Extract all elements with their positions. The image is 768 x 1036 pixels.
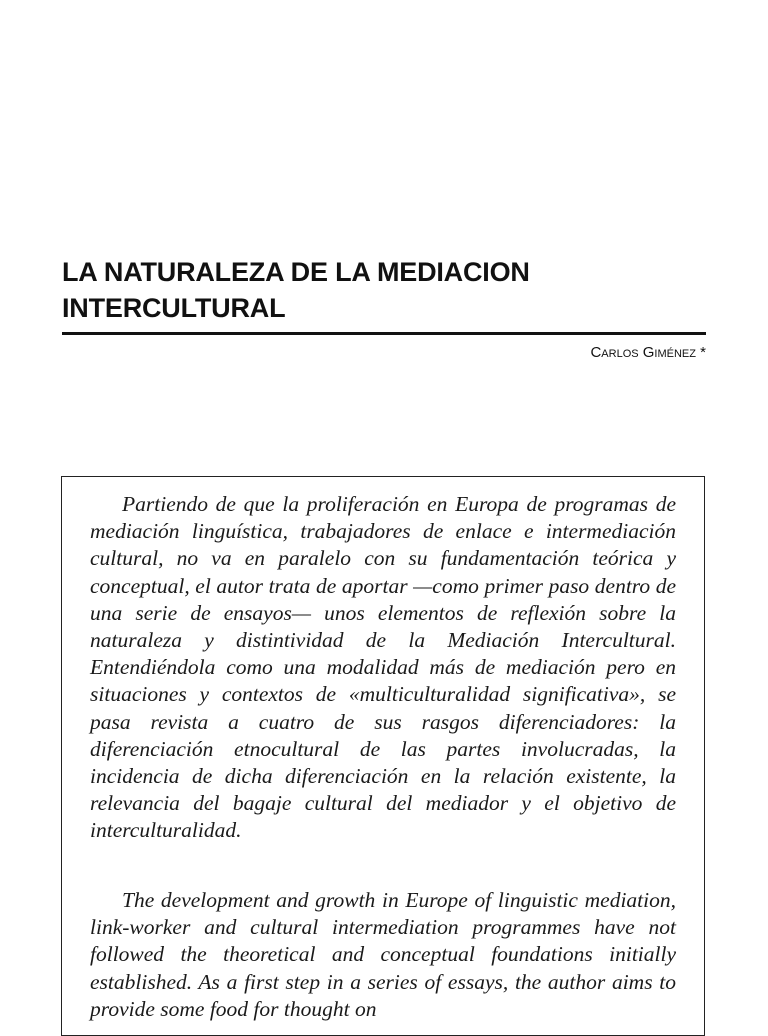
- title-underline: [62, 332, 706, 335]
- author-name: Carlos Giménez *: [590, 344, 706, 361]
- article-title: LA NATURALEZA DE LA MEDIACION INTERCULTURAL: [62, 257, 530, 323]
- abstract-english: The development and growth in Europe of linguistic mediation, link-worker and cultural intermediation programmes have not followed the theoretical and conceptual foundations initially established. As a first step in a series of essays, the author aims to provide some food for thought on: [90, 888, 676, 1021]
- abstract-spanish: Partiendo de que la proliferación en Europa de programas de mediación linguística, trabajadores de enlace e intermediación cultural, no va en paralelo con su fundamentación teórica y conceptual, el autor trata de aportar —como primer paso dentro de una serie de ensayos— unos elementos de reflexión sobre la naturaleza y distintividad de la Mediación Intercultural. Entendiéndola como una modalidad más de mediación pero en situaciones y contextos de «multiculturalidad significativa», se pasa revista a cuatro de sus rasgos diferenciadores: la diferenciación etnocultural de las partes involucradas, la incidencia de dicha diferenciación en la relación existente, la relevancia del bagaje cultural del mediador y el objetivo de interculturalidad.: [90, 492, 676, 843]
